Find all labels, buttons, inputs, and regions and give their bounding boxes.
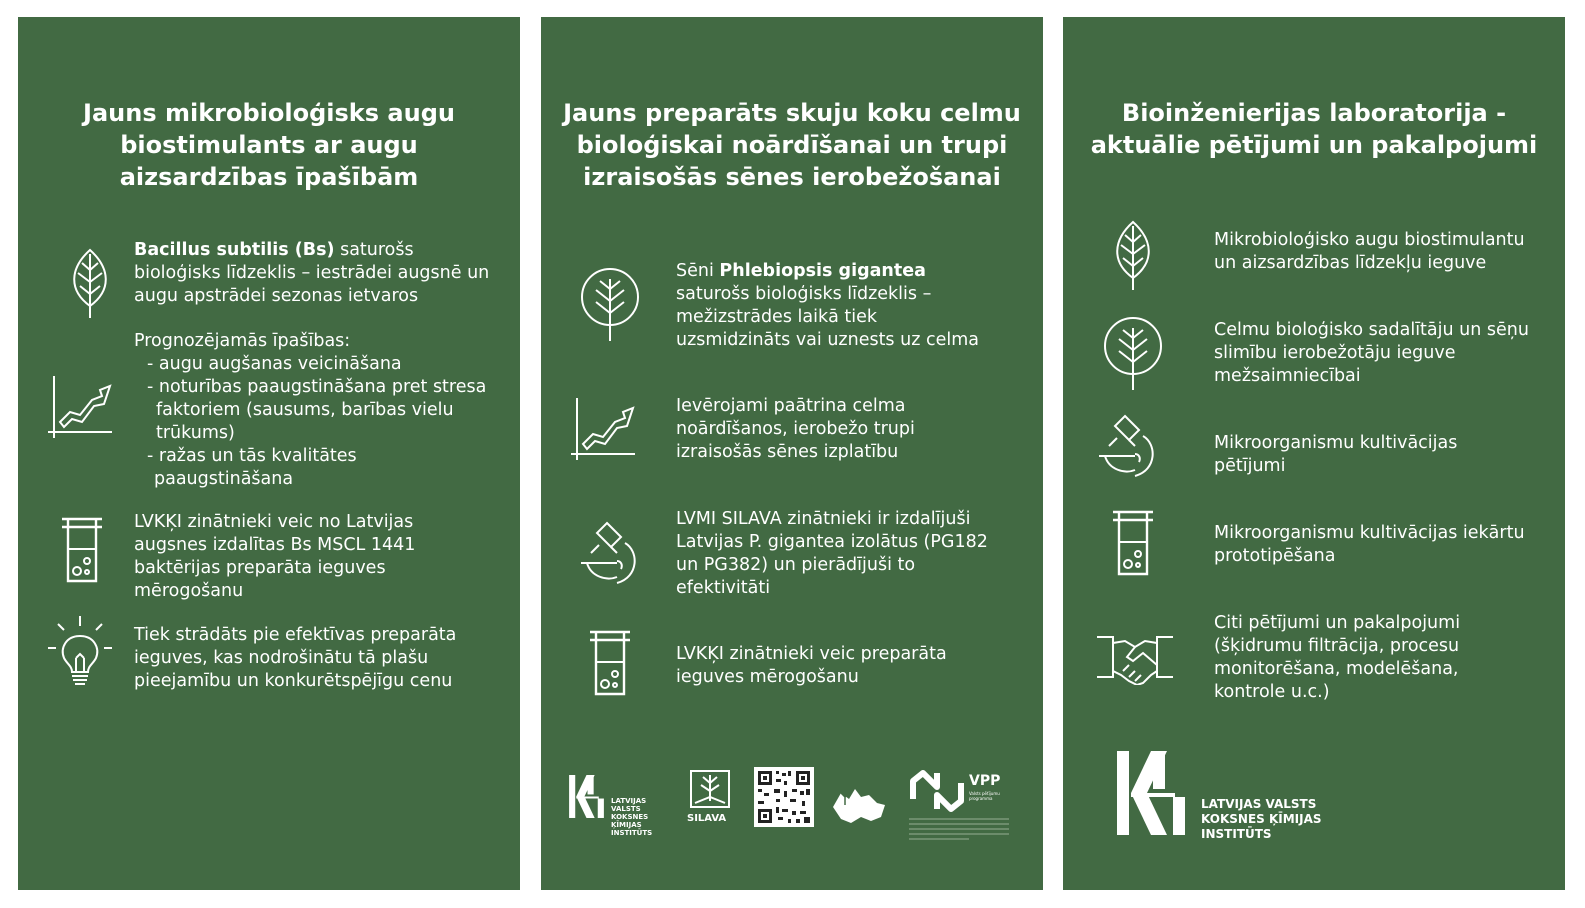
growth-chart-icon <box>46 372 114 440</box>
test-tube-icon <box>586 630 634 696</box>
item-description: LVMI SILAVA zinātnieki ir izdalījuši Latvijas P. gigantea izolātus (PG182 un PG382) un pierādījuši to efektivitāti <box>676 509 988 598</box>
item-description: Ievērojami paātrina celma noārdīšanos, ierobežo trupi izraisošās sēnes izplatību <box>676 396 915 462</box>
tree-icon <box>1101 314 1165 392</box>
item-description: Mikroorganismu kultivācijas pētījumi <box>1214 433 1458 476</box>
vpp-logo <box>909 769 965 817</box>
kki-logo-text: LATVIJAS VALSTS KOKSNES ĶĪMIJAS INSTITŪTS <box>611 797 653 837</box>
logo-text-line: LATVIJAS VALSTS <box>1201 797 1317 811</box>
species-name: Phlebiopsis gigantea <box>719 261 926 281</box>
vpp-logo-subtext: Valsts pētījumu programma <box>969 791 1000 801</box>
item-description: Mikrobioloģisko augu biostimulantu un aizsardzības līdzekļu ieguve <box>1214 230 1525 273</box>
growth-chart-icon <box>569 394 637 462</box>
leaf-icon <box>60 246 120 320</box>
item-text: Sēni <box>676 261 720 281</box>
list-item: - augu augšanas veicināšana <box>147 354 402 374</box>
lightbulb-icon <box>44 614 116 688</box>
microscope-icon <box>577 517 641 585</box>
list-item: - noturības paaugstināšana pret stresa <box>147 377 487 397</box>
qr-code[interactable] <box>754 767 814 827</box>
item-description: Mikroorganismu kultivācijas iekārtu prototipēšana <box>1214 523 1525 566</box>
species-name: Bacillus subtilis (Bs) <box>134 240 335 260</box>
list-item-continuation: faktoriem (sausums, barības vielu <box>156 400 454 420</box>
properties-list <box>134 330 504 491</box>
item-description <box>676 260 996 352</box>
microscope-icon <box>1095 410 1159 478</box>
silava-logo-text: SILAVA <box>687 813 727 824</box>
tree-icon <box>578 265 642 343</box>
properties-heading: Prognozējamās īpašības: <box>134 331 351 351</box>
leaf-icon <box>1103 218 1163 292</box>
test-tube-icon <box>58 517 106 583</box>
item-description: Celmu bioloģisko sadalītāju un sēņu slimību ierobežotāju ieguve mežsaimniecībai <box>1214 320 1529 386</box>
vpp-logo-text: VPP <box>969 773 1001 789</box>
kki-logo <box>1117 751 1187 841</box>
item-description <box>134 239 494 308</box>
kki-logo <box>569 775 605 823</box>
item-text: saturošs bioloģisks līdzeklis – mežizstrādes laikā tiek uzsmidzināts vai uznests uz celma <box>676 284 979 350</box>
item-text: saturošs bioloģisks līdzeklis – iestrādei augsnē un augu apstrādei sezonas ietvaros <box>134 240 490 306</box>
item-description: Tiek strādāts pie efektīvas preparāta ieguves, kas nodrošinātu tā plašu pieejamību un konkurētspējīgu cenu <box>134 625 457 691</box>
panel-title: Jauns mikrobioloģisks augu biostimulants ar augu aizsardzības īpašībām <box>83 99 455 191</box>
latvia-map-logo <box>831 779 887 831</box>
panel-title: Jauns preparāts skuju koku celmu bioloģiskai noārdīšanai un trupi izraisošās sēnes ierobežošanai <box>563 99 1021 191</box>
panel-bioengineering-lab <box>1063 17 1565 890</box>
handshake-icon <box>1095 629 1175 685</box>
panel-biostimulant <box>18 17 520 890</box>
logo-text-line: KOKSNES ĶĪMIJAS <box>1201 812 1322 826</box>
list-item-continuation: trūkums) <box>156 423 235 443</box>
logo-text-line: INSTITŪTS <box>1201 827 1272 841</box>
list-item: - ražas un tās kvalitātes <box>147 446 357 466</box>
item-description: LVKĶI zinātnieki veic preparāta ieguves mērogošanu <box>676 644 947 687</box>
list-item-continuation: paaugstināšana <box>154 469 294 489</box>
item-description: LVKĶI zinātnieki veic no Latvijas augsnes izdalītas Bs MSCL 1441 baktērijas preparāta ieguves mērogošanu <box>134 512 416 601</box>
kki-logo-text <box>1201 797 1341 842</box>
item-description: Citi pētījumi un pakalpojumi (šķidrumu filtrācija, procesu monitorēšana, modelēšana, kontrole u.c.) <box>1214 613 1461 702</box>
test-tube-icon <box>1109 510 1157 576</box>
panel-stump-preparation <box>541 17 1043 890</box>
funding-note-lines <box>909 817 1009 845</box>
panel-title: Bioinženierijas laboratorija - aktuālie pētījumi un pakalpojumi <box>1090 99 1538 159</box>
